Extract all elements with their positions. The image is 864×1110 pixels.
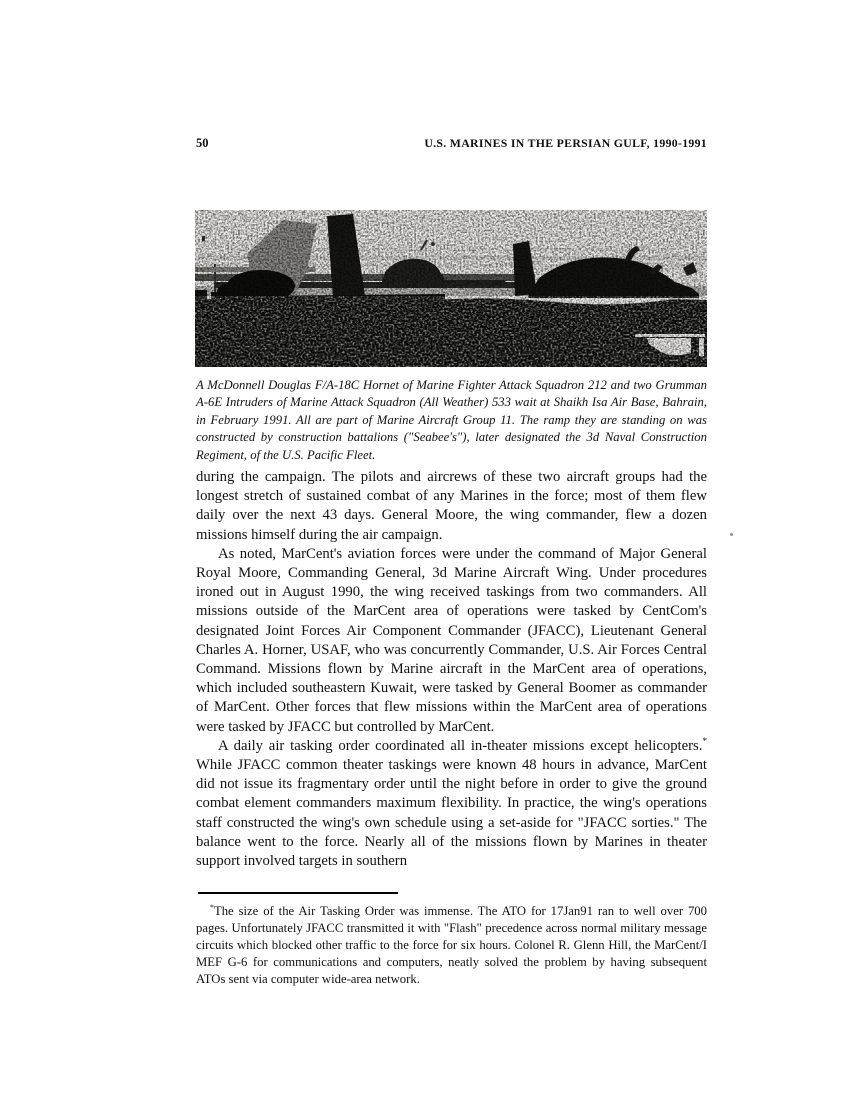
- running-header-title: U.S. MARINES IN THE PERSIAN GULF, 1990-1991: [424, 136, 707, 150]
- body-paragraph: [196, 737, 707, 871]
- body-paragraph: As noted, MarCent's aviation forces were under the command of Major General Royal Moore, Commanding General, 3d Marine Aircraft Wing. Under procedures ironed out in August 1990, the wing received taskings from two commanders. All missions outside of the MarCent area of operations were tasked by CentCom's designated Joint Forces Air Component Commander (JFACC), Lieutenant General Charles A. Horner, USAF, who was concurrently Commander, U.S. Air Forces Central Command. Missions flown by Marine aircraft in the MarCent area of operations, which included southeastern Kuwait, were tasked by General Boomer as commander of MarCent. Other forces that flew missions within the MarCent area of operations were tasked by JFACC but controlled by MarCent.: [196, 545, 707, 735]
- footnote-divider: [198, 892, 398, 894]
- footnote: [196, 903, 707, 988]
- footnote-paragraph: [196, 903, 707, 988]
- paragraph-text: A daily air tasking order coordinated all in-theater missions except helicopters.: [218, 737, 703, 754]
- paragraph-text: While JFACC common theater taskings were known 48 hours in advance, MarCent did not issue its fragmentary order until the night before in order to give the ground combat element commanders maximum flexibility. In practice, the wing's operations staff constructed the wing's own schedule using a set-aside for "JFACC sorties." The balance went to the force. Nearly all of the missions flown by Marines in theater support involved targets in southern: [196, 757, 707, 870]
- body-paragraph: during the campaign. The pilots and aircrews of these two aircraft groups had the longest stretch of sustained combat of any Marines in the force; most of them flew daily over the next 43 days. General Moore, the wing commander, flew a dozen missions himself during the air campaign.: [196, 469, 707, 543]
- aircraft-photo-svg: [195, 210, 707, 367]
- footnote-text: The size of the Air Tasking Order was immense. The ATO for 17Jan91 ran to well over 700 pages. Unfortunately JFACC transmitted it with "Flash" precedence across normal military message circuits which blocked other traffic to the force for six hours. Colonel R. Glenn Hill, the MarCent/I MEF G-6 for communications and computers, neatly solved the problem by having subsequent ATOs sent via computer wide-area network.: [196, 904, 707, 986]
- page-header: [196, 136, 707, 151]
- page-number: 50: [196, 136, 209, 150]
- footnote-marker-asterisk: *: [210, 902, 214, 912]
- footnote-reference-asterisk: *: [702, 735, 707, 746]
- print-artifact-dot: [730, 533, 733, 536]
- body-text: [196, 468, 707, 871]
- aircraft-photo: [195, 210, 707, 367]
- photo-caption: A McDonnell Douglas F/A-18C Hornet of Marine Fighter Attack Squadron 212 and two Grumman A-6E Intruders of Marine Attack Squadron (All Weather) 533 wait at Shaikh Isa Air Base, Bahrain, in February 1991. All are part of Marine Aircraft Group 11. The ramp they are standing on was constructed by construction battalions ("Seabee's"), later designated the 3d Naval Construction Regiment, of the U.S. Pacific Fleet.: [196, 378, 707, 462]
- film-grain-overlay: [195, 210, 707, 367]
